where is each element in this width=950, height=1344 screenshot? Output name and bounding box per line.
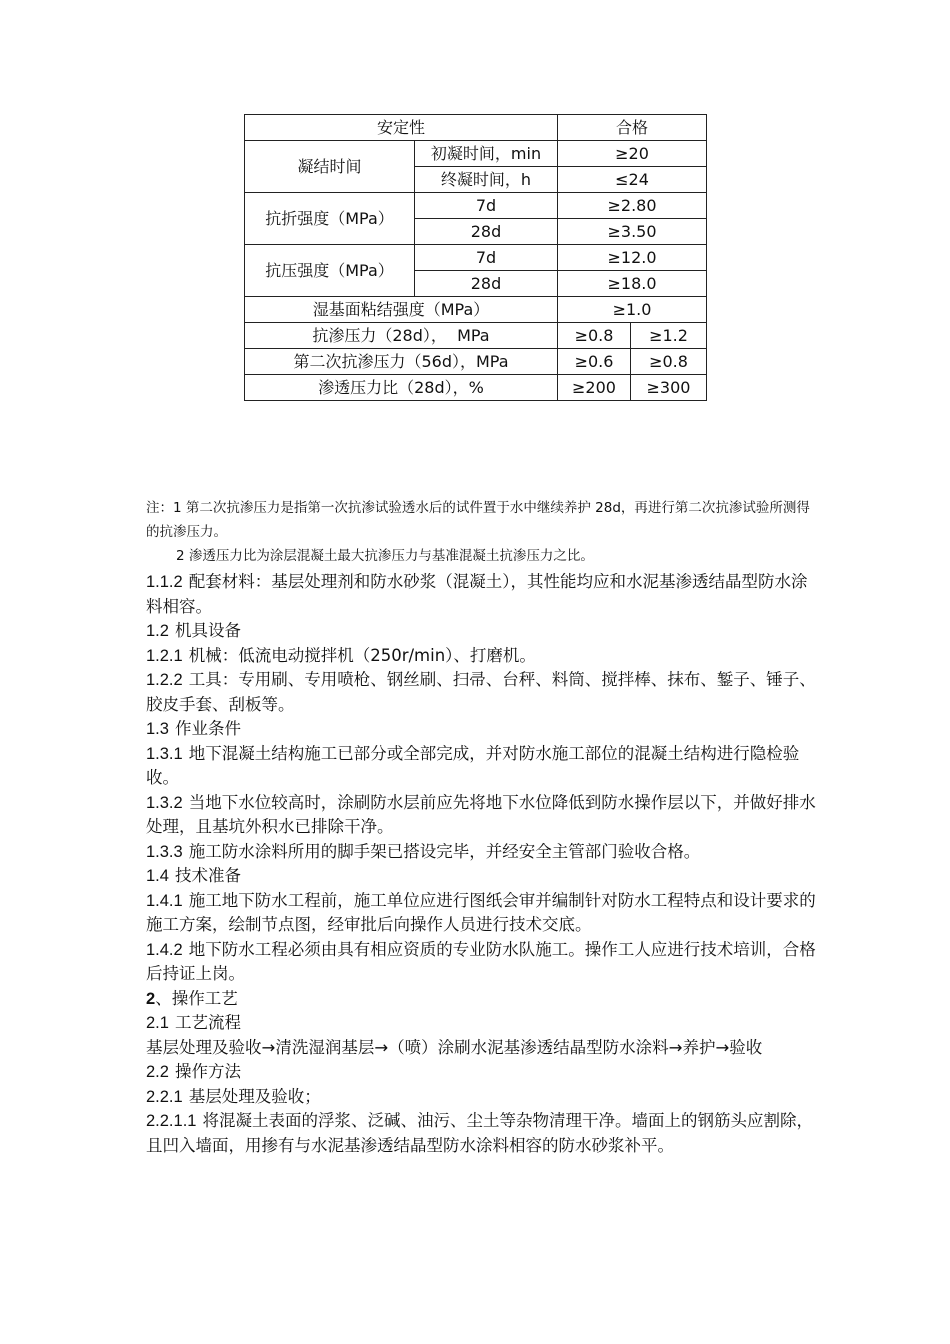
section-number: 1.3.2	[146, 793, 183, 812]
paragraph-text: 作业条件	[174, 719, 241, 738]
spec-table	[244, 114, 707, 401]
paragraph-text: 技术准备	[174, 866, 241, 885]
setting-time-label: 凝结时间	[245, 141, 415, 193]
section-number: 1.1.2	[146, 573, 183, 591]
table-row	[245, 141, 707, 167]
section-number: 2.2	[146, 1063, 169, 1081]
final-setting-label: 终凝时间，h	[415, 167, 558, 193]
wet-bond-label: 湿基面粘结强度（MPa）	[245, 297, 558, 323]
section-number: 2.2.1	[146, 1087, 183, 1106]
body-paragraph	[146, 864, 816, 889]
paragraph-text: 、操作工艺	[155, 988, 238, 1008]
note-2: 2 渗透压力比为涂层混凝土最大抗渗压力与基准混凝土抗渗压力之比。	[176, 548, 594, 564]
body-paragraph	[146, 987, 816, 1012]
stability-label: 安定性	[245, 115, 558, 141]
impermeability-label: 抗渗压力（28d）， MPa	[245, 323, 558, 349]
paragraph-text: 工具：专用刷、专用喷枪、钢丝刷、扫帚、台秤、料筒、搅拌棒、抹布、錾子、锤子、胶皮手套、刮板等。	[146, 670, 816, 714]
second-impermeability-value-1: ≥0.6	[558, 349, 631, 375]
body-paragraph	[146, 1085, 816, 1110]
body-paragraph	[146, 668, 816, 717]
section-number: 1.3.1	[146, 744, 183, 763]
body-paragraph	[146, 742, 816, 791]
permeability-ratio-value-1: ≥200	[558, 375, 631, 401]
flexural-7d-value: ≥2.80	[558, 193, 707, 219]
body-paragraph	[146, 1109, 816, 1158]
body-paragraph	[146, 1036, 816, 1061]
body-paragraph	[146, 619, 816, 644]
note-1: 注：1 第二次抗渗压力是指第一次抗渗试验透水后的试件置于水中继续养护 28d，再进行第二次抗渗试验所测得的抗渗压力。	[146, 500, 810, 540]
compressive-label: 抗压强度（MPa）	[245, 245, 415, 297]
compressive-28d-value: ≥18.0	[558, 271, 707, 297]
flexural-7d-label: 7d	[415, 193, 558, 219]
body-paragraph	[146, 1011, 816, 1036]
wet-bond-value: ≥1.0	[558, 297, 707, 323]
second-impermeability-label: 第二次抗渗压力（56d），MPa	[245, 349, 558, 375]
body-paragraph	[146, 717, 816, 742]
table-row	[245, 297, 707, 323]
section-number: 2.2.1.1	[146, 1112, 197, 1130]
table-row	[245, 115, 707, 141]
body-paragraph	[146, 791, 816, 840]
paragraph-text: 施工地下防水工程前，施工单位应进行图纸会审并编制针对防水工程特点和设计要求的施工方案，绘制节点图，经审批后向操作人员进行技术交底。	[146, 890, 816, 934]
section-number: 1.4.1	[146, 891, 183, 910]
permeability-ratio-label: 渗透压力比（28d），%	[245, 375, 558, 401]
table-row	[245, 375, 707, 401]
compressive-7d-label: 7d	[415, 245, 558, 271]
section-number: 1.3.3	[146, 842, 183, 861]
section-number: 1.2	[146, 622, 169, 640]
flexural-28d-value: ≥3.50	[558, 219, 707, 245]
paragraph-text: 工艺流程	[174, 1013, 241, 1032]
final-setting-value: ≤24	[558, 167, 707, 193]
paragraph-text: 机械：低流电动搅拌机（250r/min）、打磨机。	[188, 645, 536, 665]
section-number: 1.2.1	[146, 646, 183, 665]
paragraph-text: 操作方法	[174, 1062, 241, 1081]
section-number: 1.3	[146, 720, 169, 738]
table-row	[245, 245, 707, 271]
table-row	[245, 349, 707, 375]
body-text	[146, 570, 816, 1158]
impermeability-value-2: ≥1.2	[631, 323, 707, 349]
stability-value: 合格	[558, 115, 707, 141]
paragraph-text: 地下混凝土结构施工已部分或全部完成，并对防水施工部位的混凝土结构进行隐检验收。	[146, 743, 800, 787]
paragraph-text: 施工防水涂料所用的脚手架已搭设完毕，并经安全主管部门验收合格。	[188, 841, 701, 861]
permeability-ratio-value-2: ≥300	[631, 375, 707, 401]
section-number: 1.2.2	[146, 671, 183, 689]
body-paragraph	[146, 889, 816, 938]
flexural-28d-label: 28d	[415, 219, 558, 245]
compressive-7d-value: ≥12.0	[558, 245, 707, 271]
body-paragraph	[146, 938, 816, 987]
initial-setting-label: 初凝时间，min	[415, 141, 558, 167]
section-number: 2	[146, 989, 156, 1008]
table-row	[245, 193, 707, 219]
paragraph-text: 机具设备	[174, 621, 241, 640]
paragraph-text: 配套材料：基层处理剂和防水砂浆（混凝土），其性能均应和水泥基渗透结晶型防水涂料相容。	[146, 572, 808, 616]
paragraph-text: 基层处理及验收→清洗湿润基层→（喷）涂刷水泥基渗透结晶型防水涂料→养护→验收	[146, 1037, 763, 1057]
paragraph-text: 基层处理及验收；	[188, 1086, 321, 1106]
paragraph-text: 当地下水位较高时，涂刷防水层前应先将地下水位降低到防水操作层以下，并做好排水处理，且基坑外积水已排除干净。	[146, 792, 816, 836]
initial-setting-value: ≥20	[558, 141, 707, 167]
section-number: 1.4.2	[146, 940, 183, 959]
body-paragraph	[146, 570, 816, 619]
section-number: 2.1	[146, 1014, 169, 1032]
impermeability-value-1: ≥0.8	[558, 323, 631, 349]
table-row	[245, 323, 707, 349]
body-paragraph	[146, 1060, 816, 1085]
body-paragraph	[146, 840, 816, 865]
paragraph-text: 地下防水工程必须由具有相应资质的专业防水队施工。操作工人应进行技术培训，合格后持证上岗。	[146, 939, 816, 983]
flexural-label: 抗折强度（MPa）	[245, 193, 415, 245]
compressive-28d-label: 28d	[415, 271, 558, 297]
table-notes	[146, 496, 816, 568]
section-number: 1.4	[146, 867, 169, 885]
paragraph-text: 将混凝土表面的浮浆、泛碱、油污、尘土等杂物清理干净。墙面上的钢筋头应割除，且凹入墙面，用掺有与水泥基渗透结晶型防水涂料相容的防水砂浆补平。	[146, 1111, 813, 1155]
second-impermeability-value-2: ≥0.8	[631, 349, 707, 375]
body-paragraph	[146, 644, 816, 669]
